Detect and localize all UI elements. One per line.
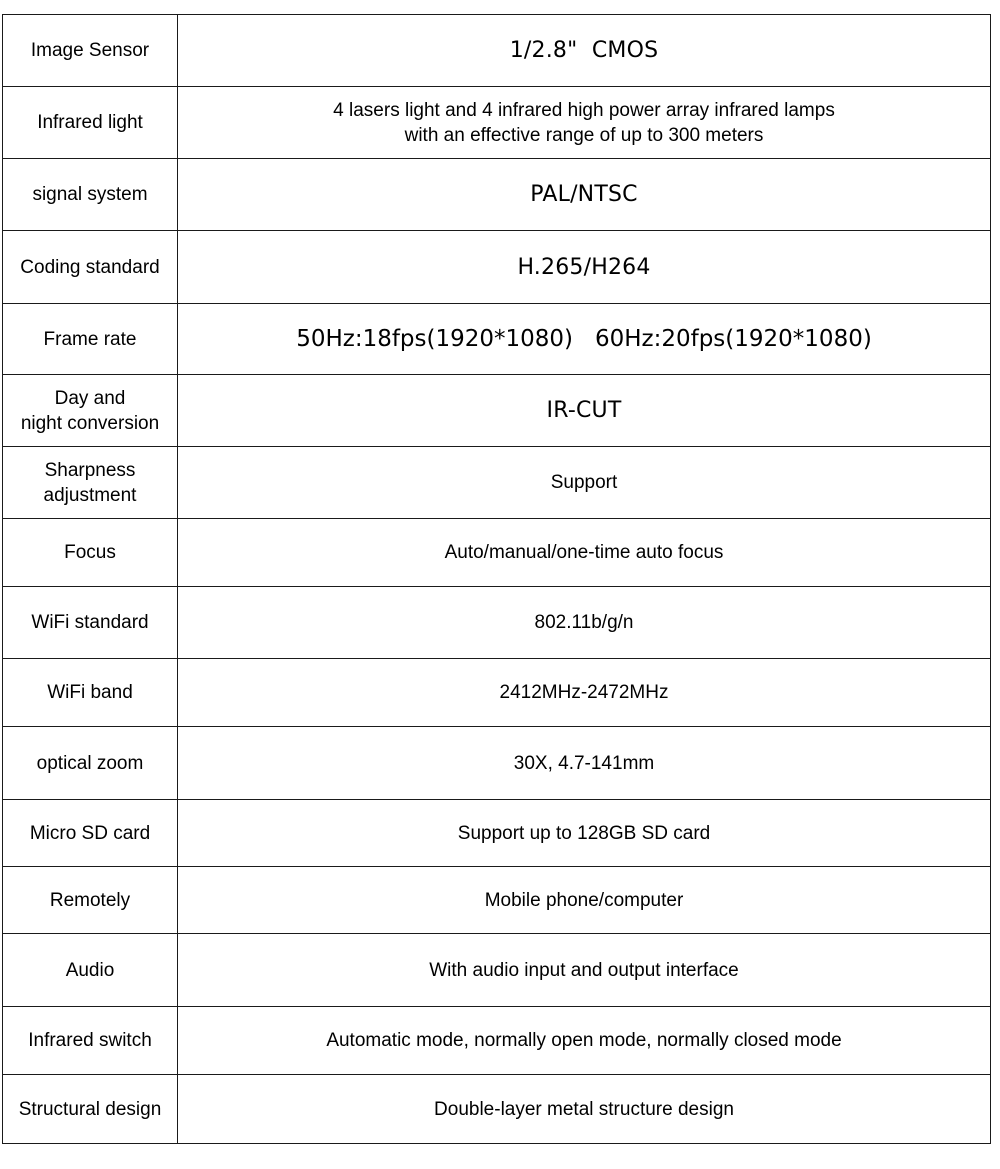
spec-value: With audio input and output interface xyxy=(178,934,991,1007)
spec-row-micro-sd xyxy=(3,800,991,867)
spec-value: H.265/H264 xyxy=(178,231,991,304)
spec-label: Micro SD card xyxy=(3,800,178,867)
spec-label: Audio xyxy=(3,934,178,1007)
spec-row-day-night xyxy=(3,375,991,447)
spec-row-coding-standard xyxy=(3,231,991,304)
spec-label: Sharpness adjustment xyxy=(3,447,178,519)
spec-label: Frame rate xyxy=(3,304,178,375)
spec-label: signal system xyxy=(3,159,178,231)
spec-value: Auto/manual/one-time auto focus xyxy=(178,519,991,587)
spec-value: 4 lasers light and 4 infrared high power array infrared lamps with an effective range of up to 300 meters xyxy=(178,87,991,159)
spec-row-optical-zoom xyxy=(3,727,991,800)
spec-label: Infrared light xyxy=(3,87,178,159)
spec-label: Infrared switch xyxy=(3,1007,178,1075)
spec-label: Remotely xyxy=(3,867,178,934)
spec-table xyxy=(2,14,991,1144)
spec-row-infrared-switch xyxy=(3,1007,991,1075)
spec-row-frame-rate xyxy=(3,304,991,375)
spec-label: optical zoom xyxy=(3,727,178,800)
spec-row-audio xyxy=(3,934,991,1007)
spec-value: Support xyxy=(178,447,991,519)
spec-value: Double-layer metal structure design xyxy=(178,1075,991,1144)
spec-value: 1/2.8" CMOS xyxy=(178,15,991,87)
spec-row-wifi-band xyxy=(3,659,991,727)
spec-row-wifi-standard xyxy=(3,587,991,659)
spec-label: WiFi standard xyxy=(3,587,178,659)
spec-label: Image Sensor xyxy=(3,15,178,87)
spec-value: Mobile phone/computer xyxy=(178,867,991,934)
spec-value: IR-CUT xyxy=(178,375,991,447)
spec-label: Structural design xyxy=(3,1075,178,1144)
spec-value: 2412MHz-2472MHz xyxy=(178,659,991,727)
spec-label: WiFi band xyxy=(3,659,178,727)
spec-row-structural-design xyxy=(3,1075,991,1144)
spec-row-signal-system xyxy=(3,159,991,231)
spec-row-infrared-light xyxy=(3,87,991,159)
spec-label: Coding standard xyxy=(3,231,178,304)
spec-row-focus xyxy=(3,519,991,587)
spec-label: Day and night conversion xyxy=(3,375,178,447)
spec-label: Focus xyxy=(3,519,178,587)
spec-row-sharpness xyxy=(3,447,991,519)
spec-value: 30X, 4.7-141mm xyxy=(178,727,991,800)
spec-value: Automatic mode, normally open mode, normally closed mode xyxy=(178,1007,991,1075)
spec-value: 802.11b/g/n xyxy=(178,587,991,659)
spec-row-image-sensor xyxy=(3,15,991,87)
spec-value: PAL/NTSC xyxy=(178,159,991,231)
spec-value: Support up to 128GB SD card xyxy=(178,800,991,867)
spec-value: 50Hz:18fps(1920*1080) 60Hz:20fps(1920*1080) xyxy=(178,304,991,375)
spec-row-remotely xyxy=(3,867,991,934)
